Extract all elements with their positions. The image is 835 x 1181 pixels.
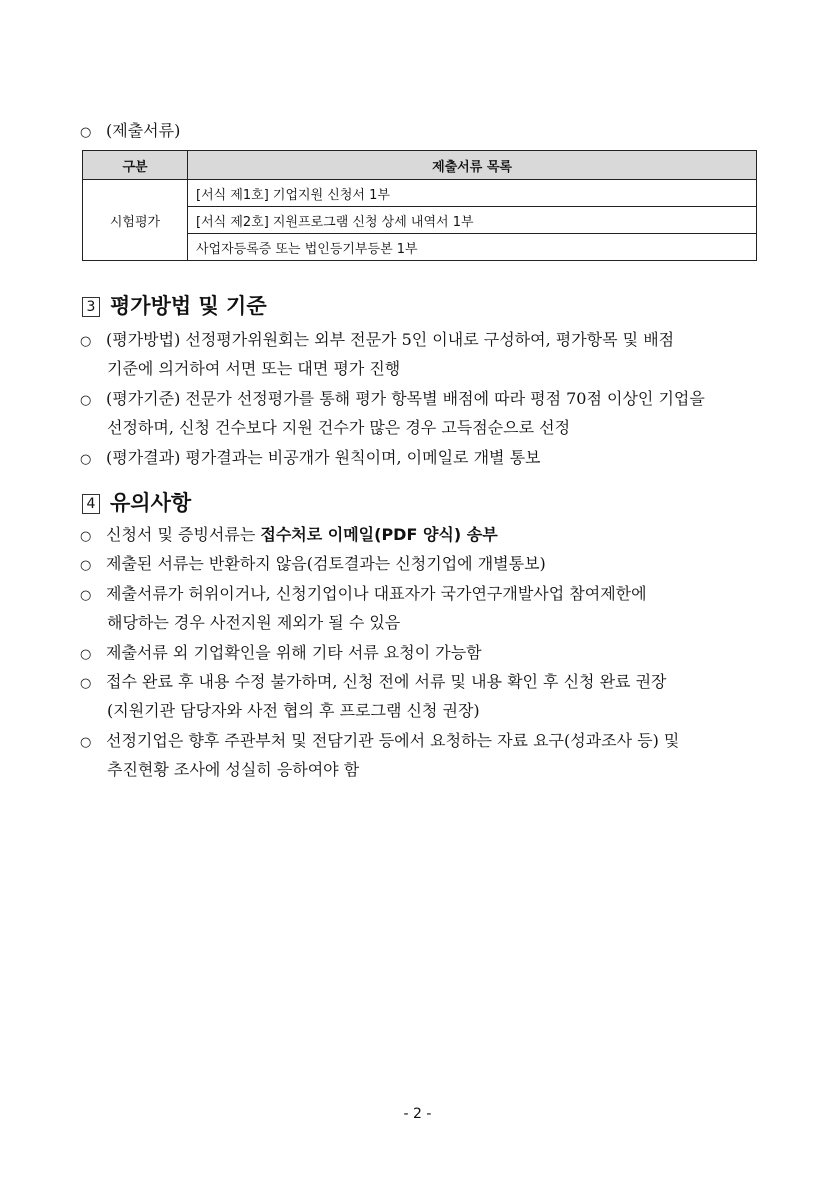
list-item-text: (평가기준) 전문가 선정평가를 통해 평가 항목별 배점에 따라 평점 70점 이상인 기업을 [106, 389, 705, 408]
table-category-cell: 시험평가 [83, 180, 188, 261]
table-header-list: 제출서류 목록 [188, 151, 757, 180]
section-number-box: 4 [82, 494, 100, 514]
bullet: ○ [80, 393, 92, 408]
list-item [80, 327, 674, 350]
list-item-text: 신청서 및 증빙서류는 [106, 525, 261, 544]
bullet: ○ [80, 125, 92, 140]
list-item-continuation: 기준에 의거하여 서면 또는 대면 평가 진행 [107, 359, 401, 378]
bullet: ○ [80, 558, 92, 573]
table-item-cell: 사업자등록증 또는 법인등기부등본 1부 [188, 234, 757, 261]
submit-docs-table [82, 150, 757, 261]
list-item [80, 640, 482, 663]
list-item-bold-text: 접수처로 이메일(PDF 양식) 송부 [260, 525, 498, 544]
list-item-text: 선정기업은 향후 주관부처 및 전담기관 등에서 요청하는 자료 요구(성과조사 등) 및 [106, 731, 680, 750]
bullet: ○ [80, 529, 92, 544]
list-item-text: (평가결과) 평가결과는 비공개가 원칙이며, 이메일로 개별 통보 [106, 448, 541, 467]
list-item [80, 445, 541, 468]
list-item [80, 728, 679, 751]
section-number-box: 3 [82, 297, 100, 317]
list-item-continuation: 추진현황 조사에 성실히 응하여야 함 [107, 760, 360, 779]
list-item-text: (평가방법) 선정평가위원회는 외부 전문가 5인 이내로 구성하여, 평가항목 및 배점 [106, 330, 675, 349]
list-item [80, 551, 546, 574]
bullet: ○ [80, 588, 92, 603]
list-item [80, 386, 705, 409]
bullet: ○ [80, 735, 92, 750]
table-row [83, 180, 757, 207]
table-item-cell: [서식 제1호] 기업지원 신청서 1부 [188, 180, 757, 207]
list-item [80, 522, 498, 545]
section-4-heading [82, 487, 191, 517]
bullet: ○ [80, 647, 92, 662]
section-title: 유의사항 [110, 491, 192, 515]
table-header-row [83, 151, 757, 180]
bullet: ○ [80, 452, 92, 467]
section-3-heading [82, 290, 267, 320]
page-number: - 2 - [403, 1106, 432, 1122]
list-item-continuation: (지원기관 담당자와 사전 협의 후 프로그램 신청 권장) [107, 701, 480, 720]
submit-docs-heading-text: (제출서류) [106, 121, 181, 140]
list-item-text: 제출서류 외 기업확인을 위해 기타 서류 요청이 가능함 [106, 643, 482, 662]
section-title: 평가방법 및 기준 [110, 294, 267, 318]
list-item-continuation: 선정하며, 신청 건수보다 지원 건수가 많은 경우 고득점순으로 선정 [107, 418, 571, 437]
table-header-category: 구분 [83, 151, 188, 180]
list-item-text: 접수 완료 후 내용 수정 불가하며, 신청 전에 서류 및 내용 확인 후 신청 완료 권장 [106, 672, 667, 691]
table-item-cell: [서식 제2호] 지원프로그램 신청 상세 내역서 1부 [188, 207, 757, 234]
submit-docs-heading [80, 118, 180, 141]
bullet: ○ [80, 676, 92, 691]
list-item-text: 제출서류가 허위이거나, 신청기업이나 대표자가 국가연구개발사업 참여제한에 [106, 584, 647, 603]
list-item-continuation: 해당하는 경우 사전지원 제외가 될 수 있음 [107, 613, 401, 632]
bullet: ○ [80, 334, 92, 349]
list-item [80, 669, 667, 692]
list-item-text: 제출된 서류는 반환하지 않음(검토결과는 신청기업에 개별통보) [106, 554, 546, 573]
list-item [80, 581, 647, 604]
